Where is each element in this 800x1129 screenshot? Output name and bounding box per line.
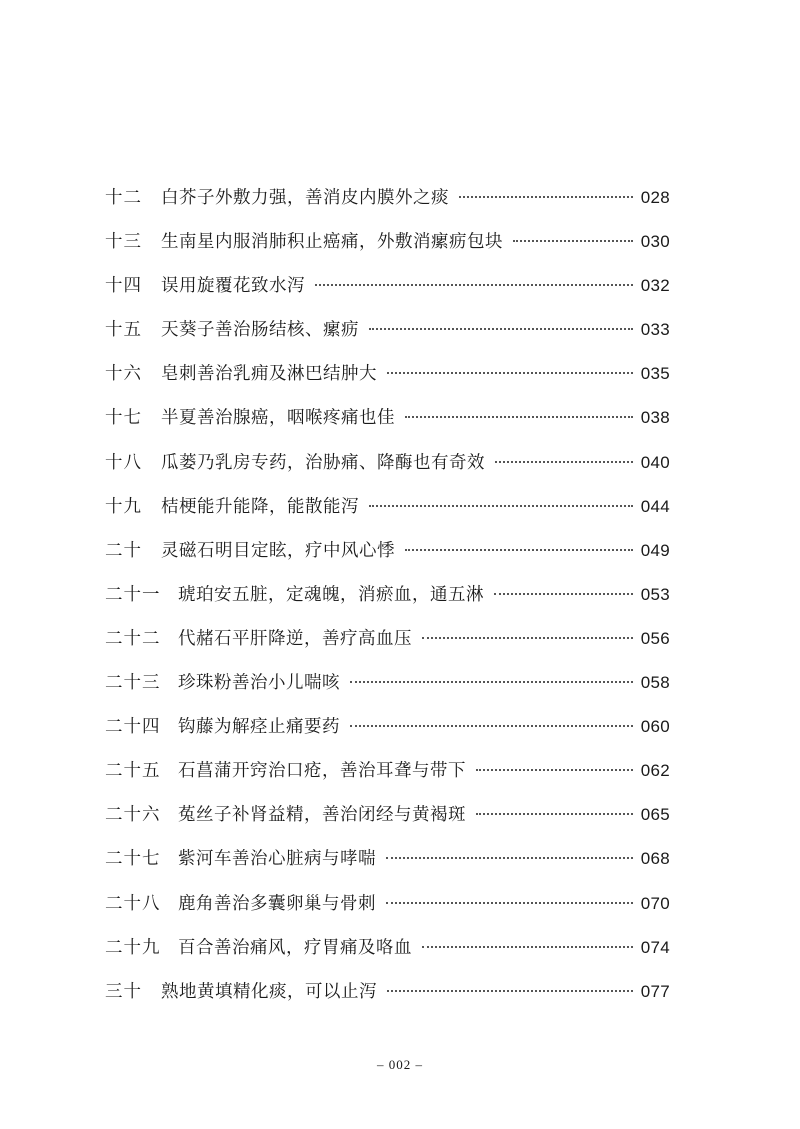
toc-entry-number: 二十五 [105,761,161,782]
toc-dot-leader [386,857,633,859]
toc-entry[interactable] [105,533,670,577]
toc-entry[interactable] [105,709,670,753]
toc-entry-number: 十七 [105,408,142,429]
toc-entry[interactable] [105,356,670,400]
toc-entry-page: 074 [640,937,670,957]
toc-entry-title: 菟丝子补肾益精，善治闭经与黄褐斑 [178,805,466,826]
toc-entry-title: 生南星内服消肺积止癌痛，外敷消瘰疬包块 [161,232,503,253]
toc-entry-number: 十三 [105,232,142,253]
toc-entry[interactable] [105,753,670,797]
toc-entry[interactable] [105,974,670,1018]
toc-entry-page: 032 [640,276,670,296]
toc-dot-leader [315,284,633,286]
toc-entry-title: 紫河车善治心脏病与哮喘 [178,849,376,870]
toc-entry[interactable] [105,312,670,356]
toc-entry-number: 二十四 [105,717,161,738]
toc-entry-number: 二十六 [105,805,161,826]
toc-entry-title: 天葵子善治肠结核、瘰疬 [161,320,359,341]
toc-entry[interactable] [105,930,670,974]
toc-entry-number: 十六 [105,364,142,385]
toc-entry-title: 石菖蒲开窍治口疮，善治耳聋与带下 [178,761,466,782]
toc-entry[interactable] [105,489,670,533]
toc-entry-page: 044 [640,496,670,516]
toc-entry-title: 钩藤为解痉止痛要药 [178,717,340,738]
toc-dot-leader [369,505,633,507]
toc-entry-number: 二十 [105,540,142,561]
toc-dot-leader [422,637,633,639]
toc-entry-number: 二十七 [105,849,161,870]
toc-entry[interactable] [105,224,670,268]
toc-entry-page: 065 [640,805,670,825]
toc-entry[interactable] [105,621,670,665]
toc-dot-leader [405,416,633,418]
toc-entry-page: 035 [640,364,670,384]
toc-entry-title: 半夏善治腺癌，咽喉疼痛也佳 [161,408,395,429]
toc-entry[interactable] [105,841,670,885]
toc-entry-page: 038 [640,408,670,428]
toc-entry-page: 058 [640,673,670,693]
toc-entry-number: 二十八 [105,893,161,914]
toc-entry-number: 二十一 [105,584,161,605]
toc-entry[interactable] [105,665,670,709]
toc-entry[interactable] [105,400,670,444]
toc-entry[interactable] [105,577,670,621]
toc-entry-page: 028 [640,188,670,207]
toc-entry[interactable] [105,886,670,930]
toc-dot-leader [476,769,633,771]
toc-dot-leader [405,549,633,551]
toc-entry-number: 十二 [105,188,142,208]
toc-entry-title: 瓜蒌乃乳房专药，治胁痛、降酶也有奇效 [161,452,485,473]
toc-entry-number: 二十三 [105,673,161,694]
toc-entry-page: 070 [640,893,670,913]
toc-dot-leader [495,461,633,463]
toc-entry-title: 百合善治痛风，疗胃痛及咯血 [178,937,412,958]
toc-entry-number: 十八 [105,452,142,473]
toc-entry-title: 珍珠粉善治小儿喘咳 [178,673,340,694]
toc-dot-leader [459,196,633,198]
toc-entry-number: 十九 [105,496,142,517]
toc-entry-title: 琥珀安五脏，定魂魄，消瘀血，通五淋 [178,584,484,605]
toc-entry-page: 056 [640,628,670,648]
toc-entry-title: 皂刺善治乳痈及淋巴结肿大 [161,364,377,385]
toc-entry-number: 三十 [105,981,142,1002]
toc-dot-leader [350,725,633,727]
table-of-contents [105,180,670,1018]
toc-entry-title: 灵磁石明目定眩，疗中风心悸 [161,540,395,561]
toc-entry[interactable] [105,268,670,312]
toc-dot-leader [513,240,633,242]
toc-entry-number: 十四 [105,276,142,297]
toc-entry-page: 062 [640,761,670,781]
toc-dot-leader [369,328,633,330]
toc-entry-title: 代赭石平肝降逆，善疗高血压 [178,628,412,649]
toc-entry-page: 053 [640,584,670,604]
toc-entry-number: 二十二 [105,628,161,649]
toc-entry[interactable] [105,797,670,841]
toc-dot-leader [476,813,633,815]
toc-entry-page: 040 [640,452,670,472]
toc-entry-title: 鹿角善治多囊卵巢与骨刺 [178,893,376,914]
toc-entry-title: 误用旋覆花致水泻 [161,276,305,297]
toc-dot-leader [494,593,633,595]
toc-entry-title: 熟地黄填精化痰，可以止泻 [161,981,377,1002]
toc-entry[interactable] [105,445,670,489]
toc-entry-page: 068 [640,849,670,869]
toc-entry-page: 060 [640,717,670,737]
toc-dot-leader [386,902,633,904]
toc-dot-leader [422,946,633,948]
toc-dot-leader [387,990,633,992]
toc-entry[interactable] [105,180,670,224]
toc-entry-title: 桔梗能升能降，能散能泻 [161,496,359,517]
page-number: – 002 – [377,1057,423,1072]
toc-dot-leader [350,681,633,683]
toc-entry-page: 077 [640,981,670,1001]
toc-entry-page: 030 [640,232,670,252]
toc-entry-page: 049 [640,540,670,560]
toc-entry-title: 白芥子外敷力强，善消皮内膜外之痰 [161,188,449,208]
toc-entry-number: 十五 [105,320,142,341]
toc-dot-leader [387,372,633,374]
toc-entry-page: 033 [640,320,670,340]
toc-entry-number: 二十九 [105,937,161,958]
